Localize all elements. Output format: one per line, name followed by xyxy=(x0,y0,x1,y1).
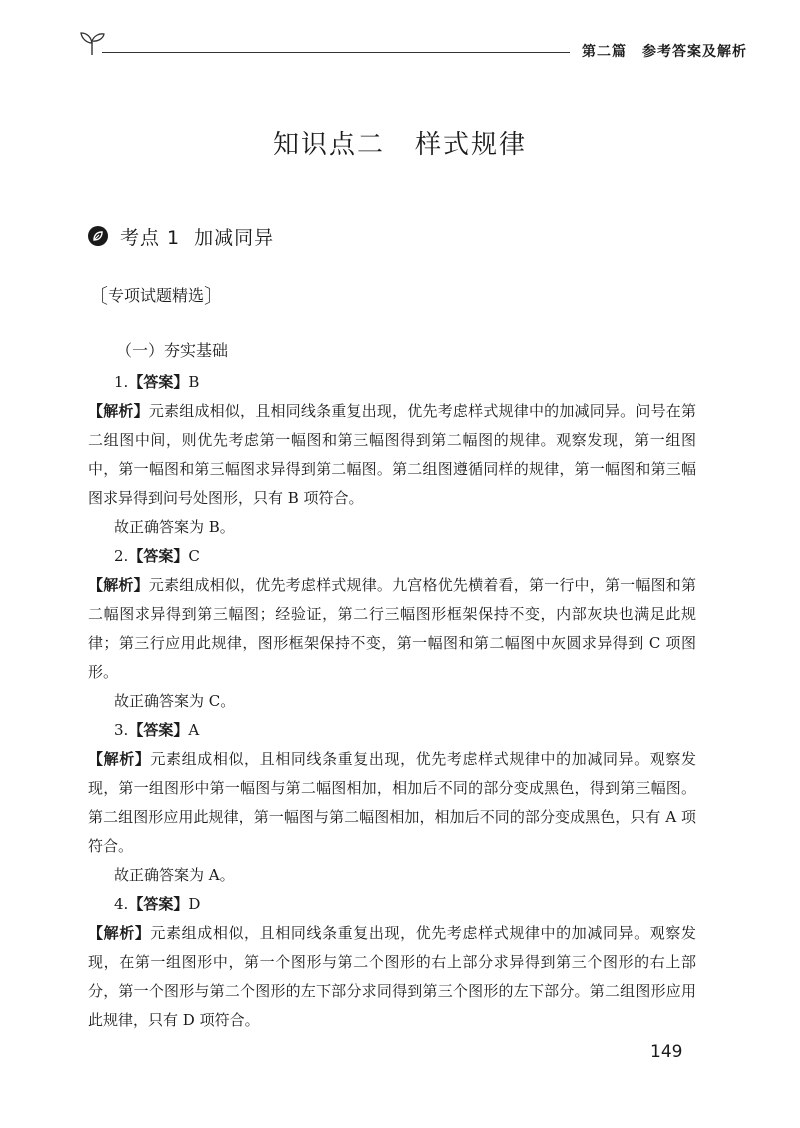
answer-line xyxy=(88,368,696,397)
answer-item xyxy=(88,368,696,542)
kaodian-name: 加减同异 xyxy=(194,226,275,249)
item-number: 3. xyxy=(114,721,129,739)
analysis-label: 【解析】 xyxy=(88,402,149,420)
item-number: 2. xyxy=(114,547,129,565)
bracket-close: 〕 xyxy=(204,283,225,308)
page-title xyxy=(0,124,800,161)
kaodian-heading xyxy=(88,222,274,250)
bracket-open: 〔 xyxy=(88,283,108,308)
analysis-label: 【解析】 xyxy=(88,924,151,942)
analysis-text: 元素组成相似，且相同线条重复出现，优先考虑样式规律中的加减同异。观察发现，在第一组图形中，第一个图形与第二个图形的右上部分求异得到第三个图形的右上部分，第一个图形与第二个图形的左下部分求同得到第三个图形的左下部分。第二组图形应用此规律，只有 D 项符合。 xyxy=(88,924,696,1029)
bullet-leaf-icon xyxy=(88,226,108,246)
answer-value: A xyxy=(188,721,200,739)
answer-label: 【答案】 xyxy=(128,547,189,565)
answer-list xyxy=(88,368,696,1035)
header-rule xyxy=(102,52,570,53)
answer-value: B xyxy=(188,373,200,391)
title-part2: 样式规律 xyxy=(415,130,528,160)
conclusion: 故正确答案为 A。 xyxy=(114,866,235,884)
answer-line xyxy=(88,890,696,919)
kaodian-label: 考点 1 xyxy=(120,226,181,249)
conclusion: 故正确答案为 C。 xyxy=(114,692,236,710)
analysis-paragraph xyxy=(88,571,696,687)
answer-item xyxy=(88,542,696,716)
answer-line xyxy=(88,716,696,745)
answer-label: 【答案】 xyxy=(128,721,189,739)
special-heading xyxy=(88,281,224,307)
answer-label: 【答案】 xyxy=(128,895,189,913)
analysis-paragraph xyxy=(88,397,696,513)
conclusion: 故正确答案为 B。 xyxy=(114,518,235,536)
special-label: 专项试题精选 xyxy=(108,285,205,305)
answer-item xyxy=(88,716,696,890)
analysis-text: 元素组成相似，且相同线条重复出现，优先考虑样式规律中的加减同异。问号在第二组图中间，则优先考虑第一幅图和第三幅图得到第二幅图的规律。观察发现，第一组图中，第一幅图和第三幅图求异得到第二幅图。第二组图遵循同样的规律，第一幅图和第三幅图求异得到问号处图形，只有 B 项符合。 xyxy=(88,402,696,507)
analysis-text: 元素组成相似，且相同线条重复出现，优先考虑样式规律中的加减同异。观察发现，第一组图形中第一幅图与第二幅图相加，相加后不同的部分变成黑色，得到第三幅图。第二组图形应用此规律，第一幅图与第二幅图相加，相加后不同的部分变成黑色，只有 A 项符合。 xyxy=(88,750,696,855)
title-part1: 知识点二 xyxy=(272,130,385,160)
analysis-label: 【解析】 xyxy=(88,576,149,594)
answer-value: C xyxy=(188,547,200,565)
running-header xyxy=(76,28,747,68)
item-number: 4. xyxy=(114,895,129,913)
answer-item xyxy=(88,890,696,1035)
analysis-paragraph xyxy=(88,745,696,861)
page-number: 149 xyxy=(650,1042,683,1062)
analysis-text: 元素组成相似，优先考虑样式规律。九宫格优先横着看，第一行中，第一幅图和第二幅图求异得到第三幅图；经验证，第二行三幅图形框架保持不变，内部灰块也满足此规律；第三行应用此规律，图形框架保持不变，第一幅图和第二幅图中灰圆求异得到 C 项图形。 xyxy=(88,576,696,681)
answer-value: D xyxy=(188,895,201,913)
subsection-heading: （一）夯实基础 xyxy=(116,341,229,360)
analysis-label: 【解析】 xyxy=(88,750,151,768)
analysis-paragraph xyxy=(88,919,696,1035)
item-number: 1. xyxy=(114,373,129,391)
answer-label: 【答案】 xyxy=(128,373,189,391)
answer-line xyxy=(88,542,696,571)
section-title: 第二篇 参考答案及解析 xyxy=(582,44,747,60)
